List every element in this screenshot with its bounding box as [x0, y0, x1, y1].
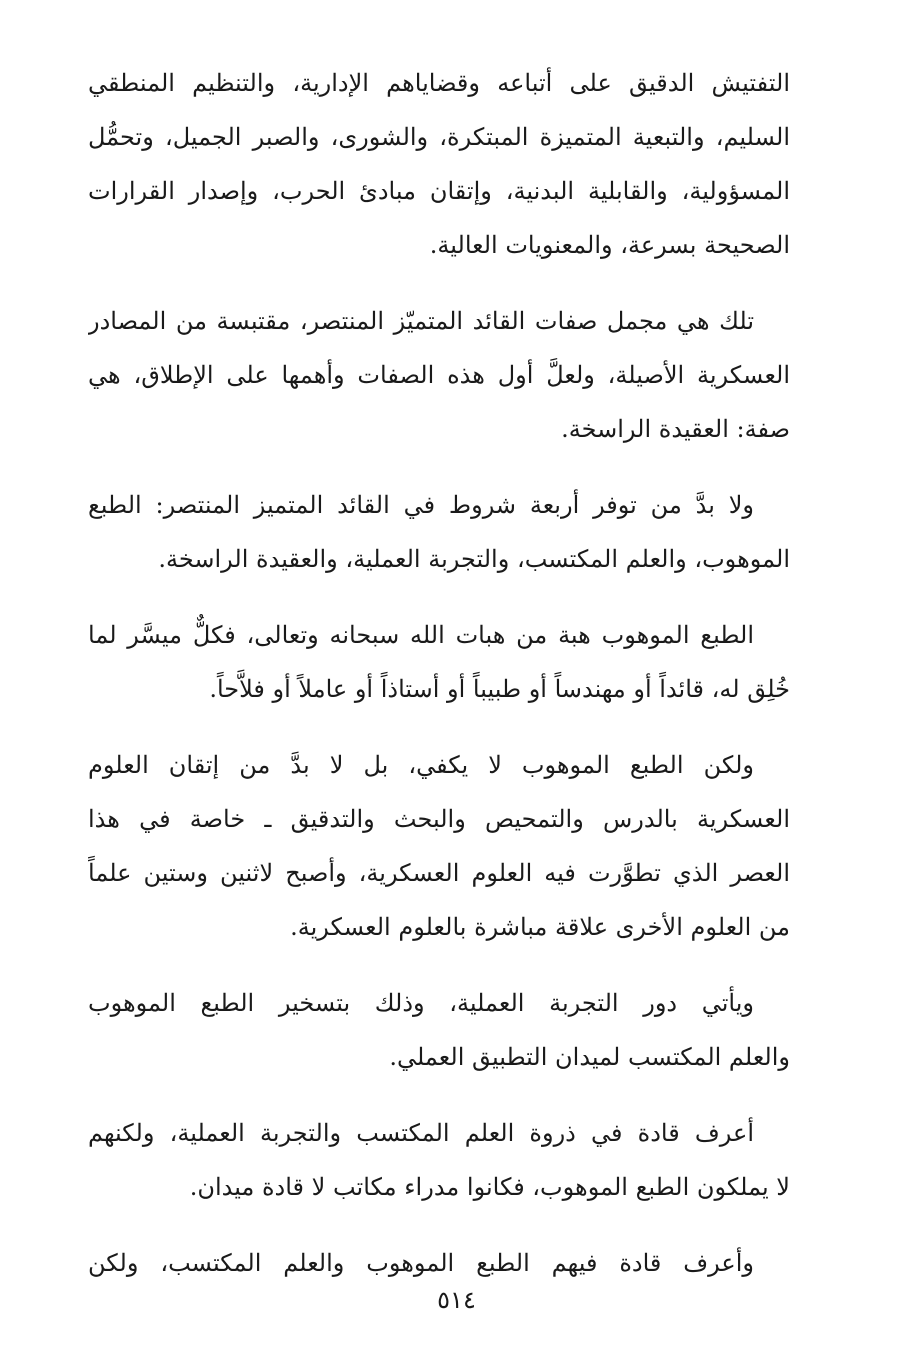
text-line: العسكرية الأصيلة، ولعلَّ أول هذه الصفات وأهمها على الإطلاق، هي [88, 361, 790, 389]
text-line: العسكرية بالدرس والتمحيص والبحث والتدقيق ـ خاصة في هذا [88, 805, 790, 833]
text-line: التفتيش الدقيق على أتباعه وقضاياهم الإدارية، والتنظيم المنطقي [88, 69, 790, 97]
paragraph [88, 738, 790, 954]
text-line: والعلم المكتسب لميدان التطبيق العملي. [389, 1043, 790, 1071]
text-line: العصر الذي تطوَّرت فيه العلوم العسكرية، وأصبح لاثنين وستين علماً [88, 859, 790, 887]
text-line: صفة: العقيدة الراسخة. [561, 415, 790, 443]
paragraph [88, 608, 790, 716]
text-line: وأعرف قادة فيهم الطبع الموهوب والعلم المكتسب، ولكن [88, 1249, 754, 1277]
paragraph [88, 478, 790, 586]
text-line: ويأتي دور التجربة العملية، وذلك بتسخير الطبع الموهوب [88, 989, 754, 1017]
text-line: الصحيحة بسرعة، والمعنويات العالية. [429, 231, 790, 259]
paragraph [88, 976, 790, 1084]
text-line: أعرف قادة في ذروة العلم المكتسب والتجربة العملية، ولكنهم [88, 1119, 754, 1147]
body-text [88, 56, 790, 1312]
text-line: من العلوم الأخرى علاقة مباشرة بالعلوم العسكرية. [290, 913, 790, 941]
text-line: السليم، والتبعية المتميزة المبتكرة، والشورى، والصبر الجميل، وتحمُّل [88, 123, 790, 151]
paragraph [88, 294, 790, 456]
text-line: ولا بدَّ من توفر أربعة شروط في القائد المتميز المنتصر: الطبع [88, 491, 754, 519]
text-line: لا يملكون الطبع الموهوب، فكانوا مدراء مكاتب لا قادة ميدان. [189, 1173, 790, 1201]
text-line: الطبع الموهوب هبة من هبات الله سبحانه وتعالى، فكلٌّ ميسَّر لما [88, 621, 754, 649]
text-line: خُلِق له، قائداً أو مهندساً أو طبيباً أو أستاذاً أو عاملاً أو فلاَّحاً. [209, 675, 790, 703]
text-line: تلك هي مجمل صفات القائد المتميّز المنتصر، مقتبسة من المصادر [88, 307, 754, 335]
text-line: الموهوب، والعلم المكتسب، والتجربة العملية، والعقيدة الراسخة. [158, 545, 790, 573]
text-line: ولكن الطبع الموهوب لا يكفي، بل لا بدَّ من إتقان العلوم [88, 751, 754, 779]
paragraph [88, 1106, 790, 1214]
page-number: ٥١٤ [437, 1286, 476, 1314]
text-line: المسؤولية، والقابلية البدنية، وإتقان مبادئ الحرب، وإصدار القرارات [88, 177, 790, 205]
paragraph [88, 56, 790, 272]
